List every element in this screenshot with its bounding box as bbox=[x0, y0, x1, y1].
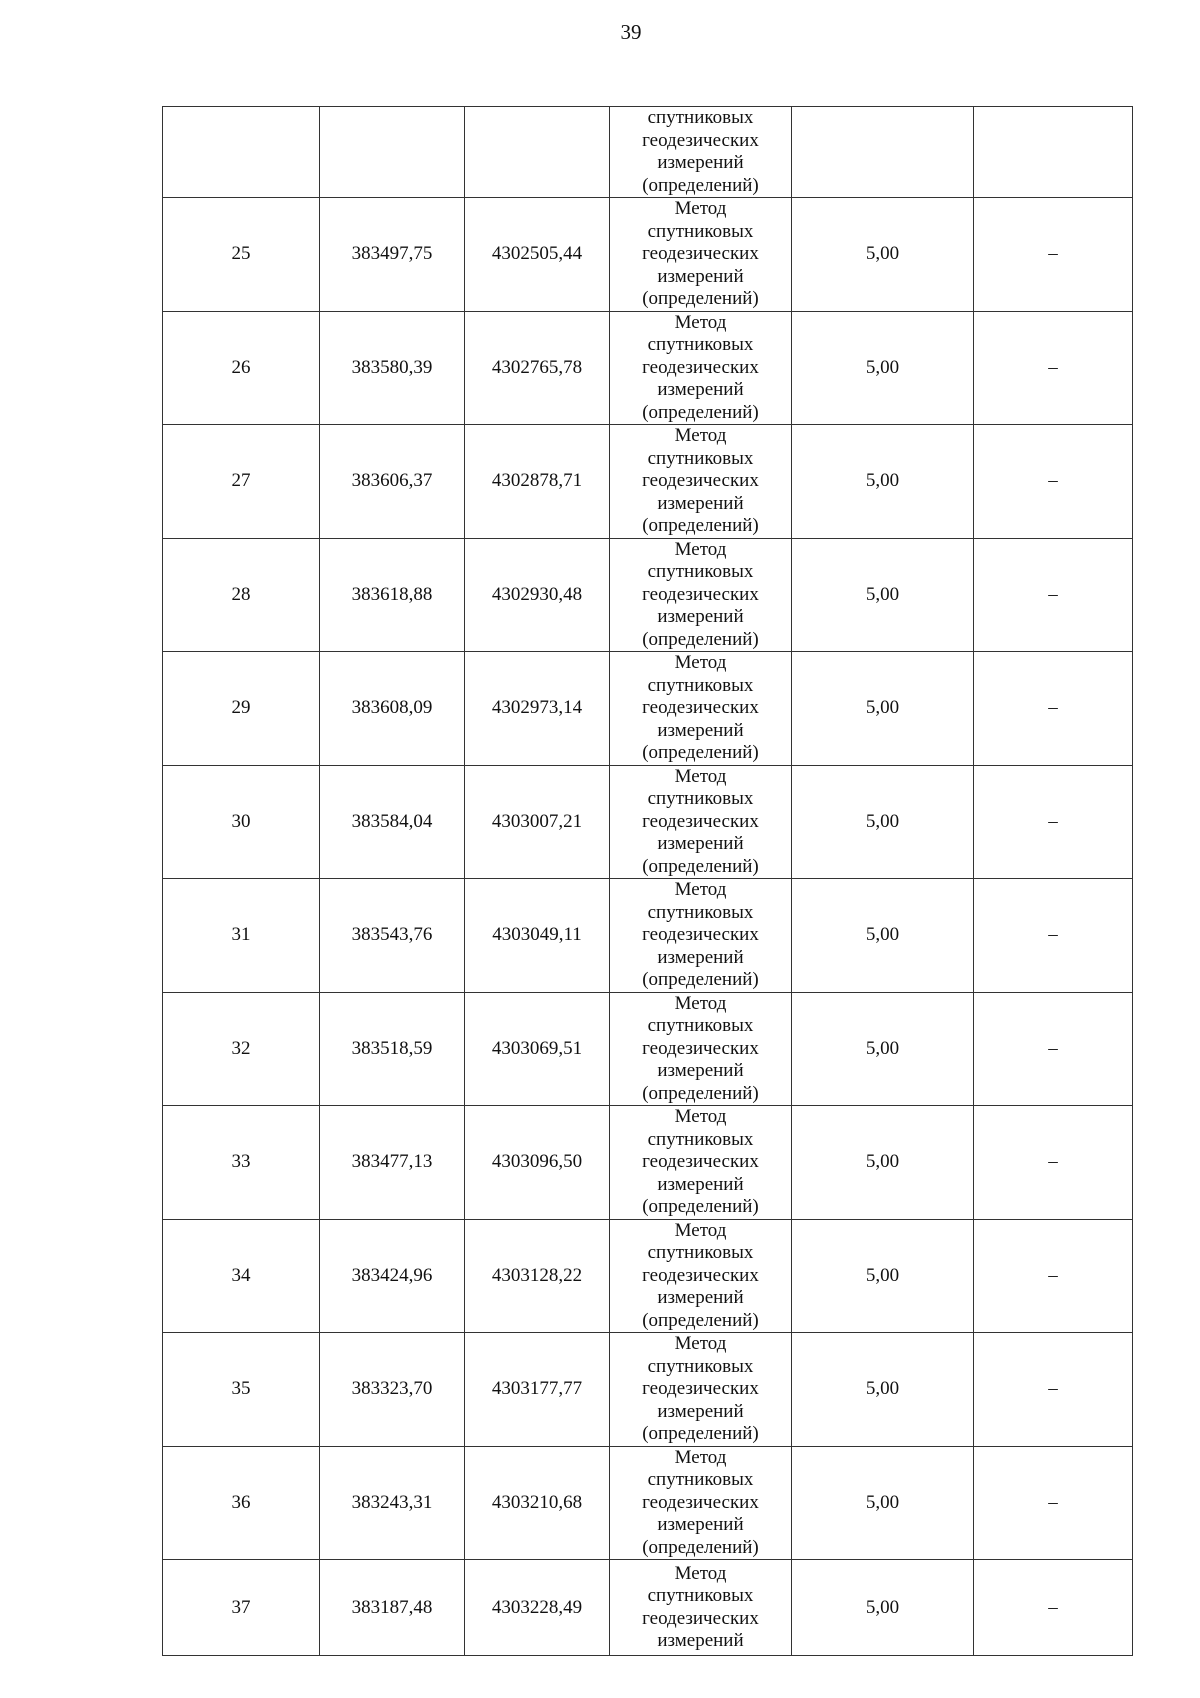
cell-x: 383580,39 bbox=[320, 311, 465, 425]
cell-y: 4303128,22 bbox=[465, 1219, 610, 1333]
cell-x: 383187,48 bbox=[320, 1560, 465, 1656]
cell-x: 383518,59 bbox=[320, 992, 465, 1106]
method-line: измерений bbox=[657, 1173, 744, 1195]
cell-description bbox=[974, 107, 1133, 198]
method-line: геодезических bbox=[642, 356, 759, 378]
cell-method bbox=[610, 1219, 792, 1333]
cell-y bbox=[465, 107, 610, 198]
cell-x: 383323,70 bbox=[320, 1333, 465, 1447]
method-line: Метод bbox=[674, 765, 727, 787]
method-line: спутниковых bbox=[647, 901, 754, 923]
method-line: спутниковых bbox=[647, 788, 754, 809]
cell-x: 383618,88 bbox=[320, 538, 465, 652]
method-line: измерений bbox=[657, 833, 744, 854]
cell-method bbox=[610, 1560, 792, 1656]
cell-accuracy: 5,00 bbox=[792, 992, 974, 1106]
method-line: (определений) bbox=[642, 1536, 759, 1558]
cell-accuracy: 5,00 bbox=[792, 879, 974, 993]
method-line: геодезических bbox=[642, 1491, 759, 1513]
method-line: геодезических bbox=[642, 924, 759, 945]
method-line: Метод bbox=[674, 1446, 727, 1468]
cell-accuracy: 5,00 bbox=[792, 1446, 974, 1560]
table-row bbox=[163, 538, 1133, 652]
cell-description: – bbox=[974, 765, 1133, 879]
page-number: 39 bbox=[620, 20, 642, 44]
table-row bbox=[163, 1333, 1133, 1447]
method-line: измерений bbox=[657, 1514, 744, 1535]
method-line: спутниковых bbox=[647, 1469, 754, 1490]
method-line: измерений bbox=[657, 1630, 744, 1651]
method-line: спутниковых bbox=[647, 1015, 754, 1036]
cell-method bbox=[610, 1333, 792, 1447]
method-line: измерений bbox=[657, 1287, 744, 1308]
cell-y: 4302973,14 bbox=[465, 652, 610, 766]
cell-y: 4302765,78 bbox=[465, 311, 610, 425]
cell-x: 383424,96 bbox=[320, 1219, 465, 1333]
method-line: измерений bbox=[657, 946, 744, 968]
table-row bbox=[163, 198, 1133, 312]
cell-method bbox=[610, 879, 792, 993]
cell-y: 4303007,21 bbox=[465, 765, 610, 879]
cell-method bbox=[610, 652, 792, 766]
method-line: геодезических bbox=[642, 1378, 759, 1399]
table-row bbox=[163, 425, 1133, 539]
cell-method bbox=[610, 992, 792, 1106]
cell-num: 29 bbox=[163, 652, 320, 766]
cell-description: – bbox=[974, 652, 1133, 766]
method-line: геодезических bbox=[642, 129, 759, 151]
method-line: (определений) bbox=[642, 742, 759, 763]
method-line: измерений bbox=[657, 1400, 744, 1422]
cell-method bbox=[610, 1446, 792, 1560]
cell-method bbox=[610, 311, 792, 425]
method-line: (определений) bbox=[642, 628, 759, 650]
method-line: геодезических bbox=[642, 1264, 759, 1286]
cell-accuracy: 5,00 bbox=[792, 1219, 974, 1333]
cell-num: 33 bbox=[163, 1106, 320, 1220]
cell-num: 25 bbox=[163, 198, 320, 312]
table-row bbox=[163, 1106, 1133, 1220]
method-line: Метод bbox=[674, 538, 727, 560]
cell-description: – bbox=[974, 1219, 1133, 1333]
cell-accuracy: 5,00 bbox=[792, 1333, 974, 1447]
cell-method bbox=[610, 538, 792, 652]
table-row bbox=[163, 652, 1133, 766]
cell-accuracy: 5,00 bbox=[792, 198, 974, 312]
cell-method bbox=[610, 198, 792, 312]
cell-accuracy: 5,00 bbox=[792, 1106, 974, 1220]
method-line: измерений bbox=[657, 719, 744, 741]
method-line: геодезических bbox=[642, 470, 759, 491]
method-line: Метод bbox=[674, 1219, 727, 1241]
method-line: геодезических bbox=[642, 583, 759, 605]
table-row bbox=[163, 311, 1133, 425]
method-line: спутниковых bbox=[647, 1355, 754, 1377]
cell-num: 37 bbox=[163, 1560, 320, 1656]
cell-num: 34 bbox=[163, 1219, 320, 1333]
method-line: спутниковых bbox=[647, 561, 754, 582]
cell-y: 4302505,44 bbox=[465, 198, 610, 312]
cell-method bbox=[610, 1106, 792, 1220]
method-line: Метод bbox=[674, 425, 727, 446]
method-line: (определений) bbox=[642, 969, 759, 990]
method-line: геодезических bbox=[642, 243, 759, 264]
cell-y: 4303177,77 bbox=[465, 1333, 610, 1447]
cell-num: 31 bbox=[163, 879, 320, 993]
cell-accuracy: 5,00 bbox=[792, 1560, 974, 1656]
table-body bbox=[163, 107, 1133, 1656]
method-line: спутниковых bbox=[647, 1128, 754, 1150]
cell-method bbox=[610, 425, 792, 539]
cell-description: – bbox=[974, 538, 1133, 652]
cell-x: 383477,13 bbox=[320, 1106, 465, 1220]
cell-num: 35 bbox=[163, 1333, 320, 1447]
cell-x: 383584,04 bbox=[320, 765, 465, 879]
cell-y: 4303210,68 bbox=[465, 1446, 610, 1560]
method-line: спутниковых bbox=[647, 107, 754, 128]
method-line: измерений bbox=[657, 606, 744, 627]
cell-y: 4302930,48 bbox=[465, 538, 610, 652]
method-line: (определений) bbox=[642, 288, 759, 309]
method-line: геодезических bbox=[642, 1037, 759, 1059]
method-line: спутниковых bbox=[647, 334, 754, 355]
method-line: измерений bbox=[657, 1060, 744, 1081]
cell-method bbox=[610, 765, 792, 879]
table-row bbox=[163, 1446, 1133, 1560]
cell-method bbox=[610, 107, 792, 198]
method-line: спутниковых bbox=[647, 447, 754, 469]
method-line: (определений) bbox=[642, 1082, 759, 1104]
cell-description: – bbox=[974, 1106, 1133, 1220]
method-line: спутниковых bbox=[647, 1242, 754, 1263]
cell-description: – bbox=[974, 198, 1133, 312]
method-line: Метод bbox=[674, 992, 727, 1014]
method-line: Метод bbox=[674, 311, 727, 333]
method-line: (определений) bbox=[642, 515, 759, 536]
cell-description: – bbox=[974, 311, 1133, 425]
method-line: (определений) bbox=[642, 1309, 759, 1331]
table-row bbox=[163, 992, 1133, 1106]
cell-x bbox=[320, 107, 465, 198]
cell-accuracy: 5,00 bbox=[792, 765, 974, 879]
cell-y: 4303069,51 bbox=[465, 992, 610, 1106]
cell-num: 36 bbox=[163, 1446, 320, 1560]
coordinates-table bbox=[162, 106, 1133, 1656]
table-row bbox=[163, 1219, 1133, 1333]
method-line: измерений bbox=[657, 152, 744, 173]
cell-y: 4303049,11 bbox=[465, 879, 610, 993]
method-line: измерений bbox=[657, 492, 744, 514]
cell-num: 26 bbox=[163, 311, 320, 425]
cell-description: – bbox=[974, 879, 1133, 993]
method-line: (определений) bbox=[642, 1196, 759, 1217]
cell-y: 4303228,49 bbox=[465, 1560, 610, 1656]
cell-accuracy: 5,00 bbox=[792, 538, 974, 652]
cell-num bbox=[163, 107, 320, 198]
method-line: геодезических bbox=[642, 810, 759, 832]
table-row bbox=[163, 1560, 1133, 1656]
cell-accuracy bbox=[792, 107, 974, 198]
method-line: Метод bbox=[674, 1106, 727, 1127]
method-line: (определений) bbox=[642, 1423, 759, 1444]
method-line: (определений) bbox=[642, 174, 759, 196]
cell-accuracy: 5,00 bbox=[792, 425, 974, 539]
method-line: (определений) bbox=[642, 855, 759, 877]
method-line: геодезических bbox=[642, 1151, 759, 1172]
cell-description: – bbox=[974, 1560, 1133, 1656]
method-line: спутниковых bbox=[647, 674, 754, 696]
cell-num: 30 bbox=[163, 765, 320, 879]
method-line: Метод bbox=[674, 879, 727, 900]
cell-x: 383243,31 bbox=[320, 1446, 465, 1560]
cell-description: – bbox=[974, 425, 1133, 539]
cell-description: – bbox=[974, 1333, 1133, 1447]
cell-description: – bbox=[974, 992, 1133, 1106]
table-row bbox=[163, 879, 1133, 993]
table-row-continued bbox=[163, 107, 1133, 198]
table-row bbox=[163, 765, 1133, 879]
method-line: спутниковых bbox=[647, 220, 754, 242]
method-line: спутниковых bbox=[647, 1585, 754, 1606]
cell-description: – bbox=[974, 1446, 1133, 1560]
cell-num: 32 bbox=[163, 992, 320, 1106]
cell-x: 383606,37 bbox=[320, 425, 465, 539]
method-line: Метод bbox=[674, 1333, 727, 1354]
cell-x: 383543,76 bbox=[320, 879, 465, 993]
method-line: геодезических bbox=[642, 697, 759, 718]
method-line: Метод bbox=[674, 1562, 727, 1584]
method-line: геодезических bbox=[642, 1607, 759, 1629]
cell-y: 4302878,71 bbox=[465, 425, 610, 539]
method-line: Метод bbox=[674, 198, 727, 219]
method-line: (определений) bbox=[642, 401, 759, 423]
method-line: измерений bbox=[657, 265, 744, 287]
cell-x: 383608,09 bbox=[320, 652, 465, 766]
method-line: Метод bbox=[674, 652, 727, 673]
cell-num: 27 bbox=[163, 425, 320, 539]
method-line: измерений bbox=[657, 379, 744, 400]
cell-num: 28 bbox=[163, 538, 320, 652]
cell-accuracy: 5,00 bbox=[792, 311, 974, 425]
cell-accuracy: 5,00 bbox=[792, 652, 974, 766]
cell-y: 4303096,50 bbox=[465, 1106, 610, 1220]
cell-x: 383497,75 bbox=[320, 198, 465, 312]
